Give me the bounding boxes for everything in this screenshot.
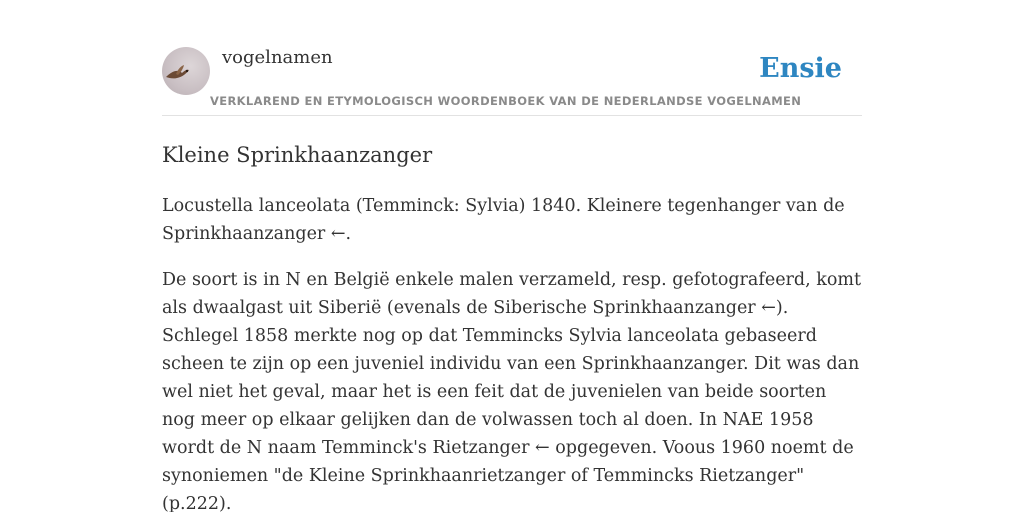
avatar[interactable]: [162, 47, 210, 95]
entry-paragraph: Locustella lanceolata (Temminck: Sylvia) 1840. Kleinere tegenhanger van de Sprinkhaanzanger ←.: [162, 196, 845, 244]
bird-photo-icon: [162, 47, 210, 95]
entry-content: [162, 192, 862, 512]
site-name-link[interactable]: vogelnamen: [222, 47, 333, 68]
brand-logo[interactable]: Ensie: [759, 53, 842, 84]
entry-paragraph: De soort is in N en België enkele malen verzameld, resp. gefotografeerd, komt als dwaalgast uit Siberië (evenals de Siberische Sprinkhaanzanger ←). Schlegel 1858 merkte nog op dat Temmincks Sylvia lanceolata gebaseerd scheen te zijn op een juveniel individu van een Sprinkhaanzanger. Dit was dan wel niet het geval, maar het is een feit dat de juvenielen van beide soorten nog meer op elkaar gelijken dan de volwassen toch al doen. In NAE 1958 wordt de N naam Temminck's Rietzanger ← opgegeven. Voous 1960 noemt de synoniemen "de Kleine Sprinkhaanrietzanger of Temmincks Rietzanger" (p.222).: [162, 270, 862, 512]
page-title: Kleine Sprinkhaanzanger: [162, 143, 433, 167]
site-subtitle: VERKLAREND EN ETYMOLOGISCH WOORDENBOEK VAN DE NEDERLANDSE VOGELNAMEN: [210, 94, 802, 108]
page-container: [162, 0, 862, 512]
site-header: [162, 0, 862, 116]
